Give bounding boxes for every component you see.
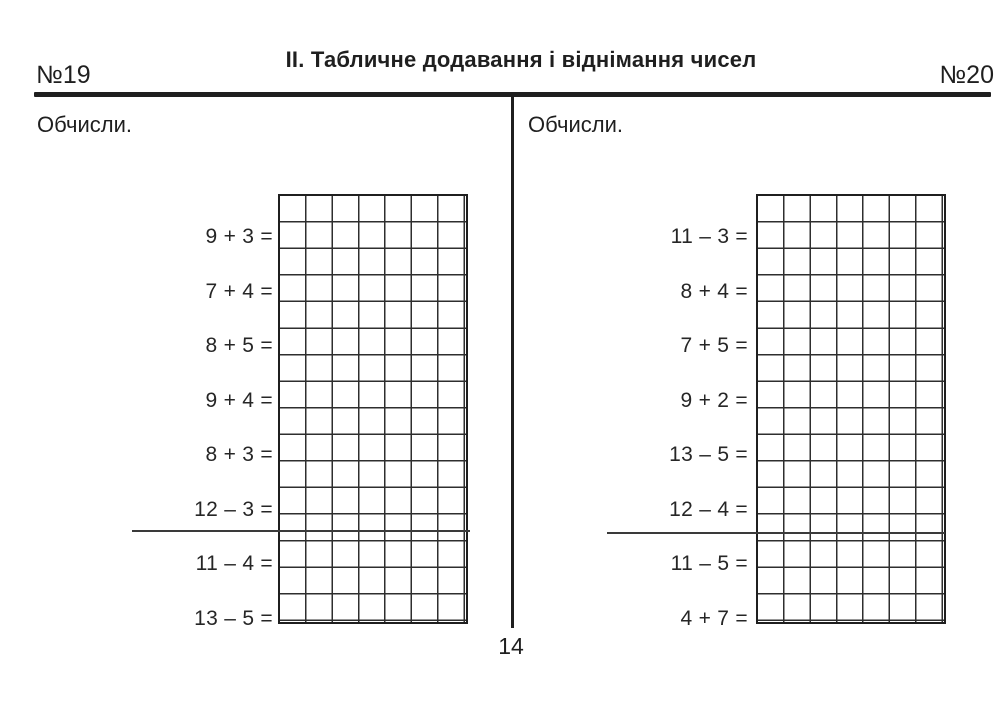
problem-row: 8 + 5 = bbox=[205, 334, 273, 358]
problem-row: 12 – 4 = bbox=[669, 497, 748, 521]
problem-row: 13 – 5 = bbox=[194, 606, 273, 630]
problem-row: 9 + 4 = bbox=[205, 388, 273, 412]
problem-row: 7 + 4 = bbox=[205, 279, 273, 303]
problem-list-left bbox=[120, 210, 273, 646]
problem-row: 7 + 5 = bbox=[680, 334, 748, 358]
chapter-title: ІІ. Табличне додавання і віднімання чисел bbox=[285, 47, 757, 72]
column-divider bbox=[511, 96, 514, 628]
answer-grid-right bbox=[756, 194, 946, 624]
page-number: 14 bbox=[498, 633, 524, 659]
rule-line-right bbox=[607, 532, 945, 534]
problem-row: 12 – 3 = bbox=[194, 497, 273, 521]
answer-grid-left bbox=[278, 194, 468, 624]
problem-row: 4 + 7 = bbox=[680, 606, 748, 630]
instruction-right: Обчисли. bbox=[528, 112, 623, 137]
sheet-number-20: №20 bbox=[939, 61, 994, 89]
problem-row: 11 – 5 = bbox=[670, 552, 748, 576]
rule-line-left bbox=[132, 530, 470, 532]
problem-row: 13 – 5 = bbox=[669, 443, 748, 467]
problem-row: 11 – 3 = bbox=[670, 225, 748, 249]
problem-row: 11 – 4 = bbox=[195, 552, 273, 576]
sheet-number-19: №19 bbox=[36, 61, 91, 89]
problem-row: 8 + 3 = bbox=[205, 443, 273, 467]
instruction-left: Обчисли. bbox=[37, 112, 132, 137]
problem-row: 9 + 2 = bbox=[680, 388, 748, 412]
problem-row: 8 + 4 = bbox=[680, 279, 748, 303]
problem-row: 9 + 3 = bbox=[205, 225, 273, 249]
problem-list-right bbox=[595, 210, 748, 646]
